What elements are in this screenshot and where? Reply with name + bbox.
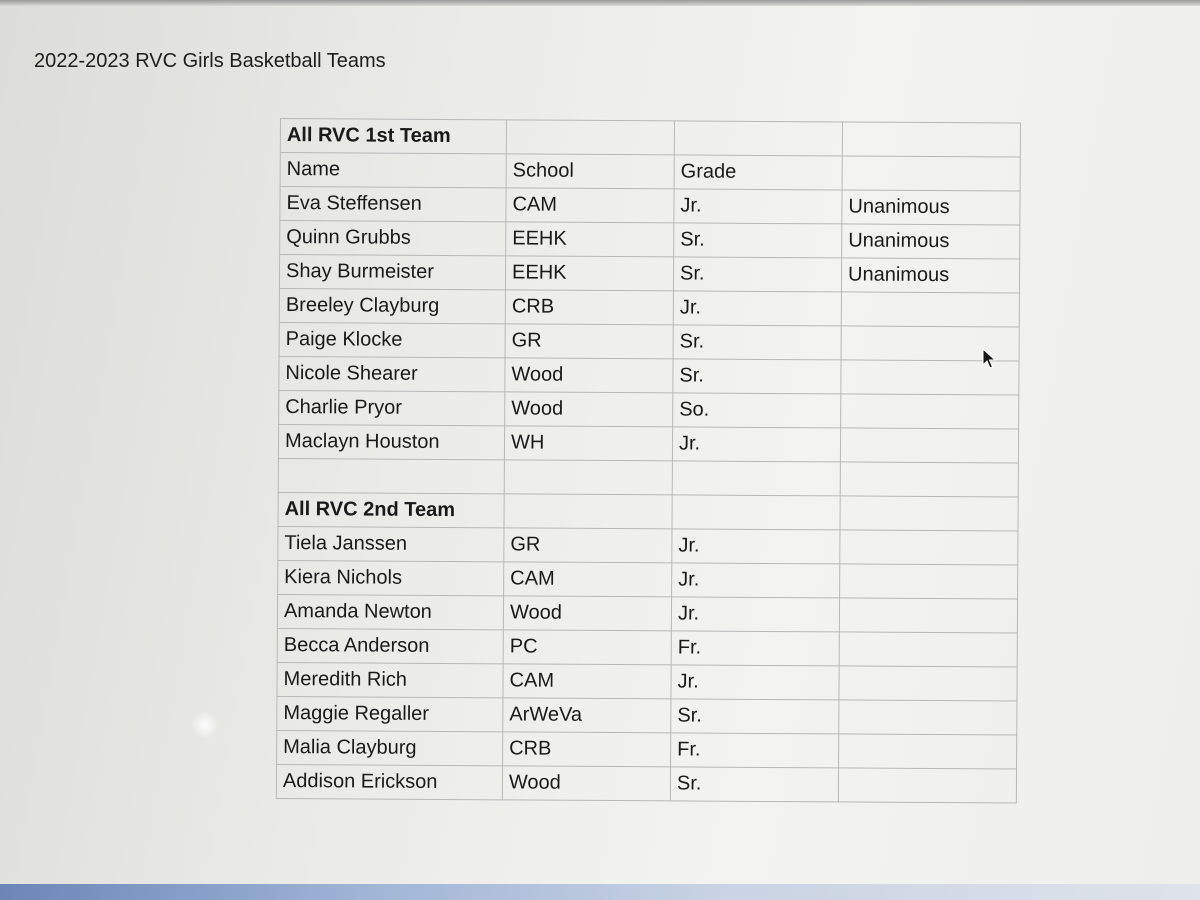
table-row bbox=[277, 594, 1017, 633]
column-header-row bbox=[280, 153, 1020, 192]
second-team-heading-row bbox=[278, 492, 1018, 531]
table-row bbox=[280, 187, 1020, 226]
school-cell[interactable]: CAM bbox=[504, 562, 672, 597]
second-team-heading[interactable]: All RVC 2nd Team bbox=[278, 492, 504, 527]
table-row bbox=[279, 255, 1019, 294]
school-cell[interactable]: ArWeVa bbox=[503, 698, 671, 733]
player-name-cell[interactable]: Eva Steffensen bbox=[280, 187, 506, 222]
note-cell[interactable] bbox=[840, 564, 1018, 599]
note-cell[interactable]: Unanimous bbox=[842, 224, 1020, 259]
table-cell[interactable] bbox=[506, 120, 674, 155]
empty-spacer-row bbox=[278, 458, 1018, 497]
screen-bottom-bezel bbox=[0, 884, 1200, 900]
table-row bbox=[277, 730, 1017, 769]
table-row bbox=[280, 221, 1020, 260]
table-row bbox=[277, 662, 1017, 701]
mouse-pointer-icon bbox=[982, 348, 996, 370]
table-cell[interactable] bbox=[842, 122, 1020, 157]
table-cell[interactable] bbox=[504, 494, 672, 529]
grade-cell[interactable]: Sr. bbox=[670, 767, 838, 802]
player-name-cell[interactable]: Amanda Newton bbox=[277, 594, 503, 629]
school-cell[interactable]: EEHK bbox=[505, 256, 673, 291]
table-row bbox=[278, 560, 1018, 599]
grade-cell[interactable]: Jr. bbox=[672, 563, 840, 598]
school-cell[interactable]: Wood bbox=[505, 358, 673, 393]
table-row bbox=[279, 288, 1019, 327]
grade-cell[interactable]: Fr. bbox=[671, 631, 839, 666]
table-row bbox=[278, 424, 1018, 463]
player-name-cell[interactable]: Meredith Rich bbox=[277, 662, 503, 697]
column-header-note[interactable] bbox=[842, 156, 1020, 191]
grade-cell[interactable]: Fr. bbox=[671, 733, 839, 768]
school-cell[interactable]: CRB bbox=[505, 290, 673, 325]
roster-table bbox=[276, 118, 1021, 804]
grade-cell[interactable]: Sr. bbox=[673, 325, 841, 360]
note-cell[interactable] bbox=[839, 598, 1017, 633]
column-header-school[interactable]: School bbox=[506, 154, 674, 189]
player-name-cell[interactable]: Quinn Grubbs bbox=[280, 221, 506, 256]
note-cell[interactable] bbox=[840, 530, 1018, 565]
school-cell[interactable]: WH bbox=[504, 426, 672, 461]
table-row bbox=[279, 390, 1019, 429]
note-cell[interactable] bbox=[839, 632, 1017, 667]
grade-cell[interactable]: Sr. bbox=[673, 359, 841, 394]
player-name-cell[interactable]: Paige Klocke bbox=[279, 322, 505, 357]
player-name-cell[interactable]: Addison Erickson bbox=[276, 764, 502, 799]
player-name-cell[interactable]: Kiera Nichols bbox=[278, 560, 504, 595]
screen-glare bbox=[190, 712, 220, 738]
school-cell[interactable]: GR bbox=[505, 324, 673, 359]
grade-cell[interactable]: Sr. bbox=[671, 699, 839, 734]
note-cell[interactable]: Unanimous bbox=[841, 258, 1019, 293]
screen-top-bezel bbox=[0, 0, 1200, 6]
column-header-grade[interactable]: Grade bbox=[674, 155, 842, 190]
grade-cell[interactable]: Jr. bbox=[673, 291, 841, 326]
table-row bbox=[278, 526, 1018, 565]
document-title: 2022-2023 RVC Girls Basketball Teams bbox=[34, 50, 386, 72]
grade-cell[interactable]: So. bbox=[673, 393, 841, 428]
note-cell[interactable] bbox=[841, 394, 1019, 429]
school-cell[interactable]: Wood bbox=[503, 596, 671, 631]
player-name-cell[interactable]: Breeley Clayburg bbox=[279, 288, 505, 323]
column-header-name[interactable]: Name bbox=[280, 153, 506, 188]
school-cell[interactable]: Wood bbox=[502, 766, 670, 801]
note-cell[interactable] bbox=[839, 666, 1017, 701]
grade-cell[interactable]: Jr. bbox=[672, 529, 840, 564]
player-name-cell[interactable]: Becca Anderson bbox=[277, 628, 503, 663]
school-cell[interactable]: CRB bbox=[503, 732, 671, 767]
grade-cell[interactable]: Jr. bbox=[674, 189, 842, 224]
note-cell[interactable] bbox=[841, 292, 1019, 327]
school-cell[interactable]: CAM bbox=[506, 188, 674, 223]
table-row bbox=[279, 356, 1019, 395]
note-cell[interactable] bbox=[839, 734, 1017, 769]
table-cell[interactable] bbox=[672, 461, 840, 496]
school-cell[interactable]: GR bbox=[504, 528, 672, 563]
player-name-cell[interactable]: Charlie Pryor bbox=[279, 390, 505, 425]
grade-cell[interactable]: Jr. bbox=[671, 665, 839, 700]
table-row bbox=[277, 696, 1017, 735]
table-cell[interactable] bbox=[674, 121, 842, 156]
table-cell[interactable] bbox=[840, 496, 1018, 531]
table-cell[interactable] bbox=[278, 458, 504, 493]
grade-cell[interactable]: Jr. bbox=[671, 597, 839, 632]
table-cell[interactable] bbox=[840, 462, 1018, 497]
school-cell[interactable]: CAM bbox=[503, 664, 671, 699]
note-cell[interactable] bbox=[839, 700, 1017, 735]
player-name-cell[interactable]: Nicole Shearer bbox=[279, 356, 505, 391]
grade-cell[interactable]: Jr. bbox=[672, 427, 840, 462]
school-cell[interactable]: Wood bbox=[505, 392, 673, 427]
school-cell[interactable]: PC bbox=[503, 630, 671, 665]
note-cell[interactable] bbox=[838, 768, 1016, 803]
player-name-cell[interactable]: Maclayn Houston bbox=[278, 424, 504, 459]
grade-cell[interactable]: Sr. bbox=[674, 223, 842, 258]
player-name-cell[interactable]: Tiela Janssen bbox=[278, 526, 504, 561]
first-team-heading-row bbox=[280, 119, 1020, 158]
school-cell[interactable]: EEHK bbox=[506, 222, 674, 257]
table-cell[interactable] bbox=[504, 460, 672, 495]
grade-cell[interactable]: Sr. bbox=[673, 257, 841, 292]
table-row bbox=[279, 322, 1019, 361]
player-name-cell[interactable]: Malia Clayburg bbox=[277, 730, 503, 765]
note-cell[interactable] bbox=[840, 428, 1018, 463]
first-team-heading[interactable]: All RVC 1st Team bbox=[280, 119, 506, 154]
player-name-cell[interactable]: Maggie Regaller bbox=[277, 696, 503, 731]
table-cell[interactable] bbox=[672, 495, 840, 530]
note-cell[interactable]: Unanimous bbox=[842, 190, 1020, 225]
table-row bbox=[276, 764, 1016, 803]
table-row bbox=[277, 628, 1017, 667]
player-name-cell[interactable]: Shay Burmeister bbox=[279, 255, 505, 290]
